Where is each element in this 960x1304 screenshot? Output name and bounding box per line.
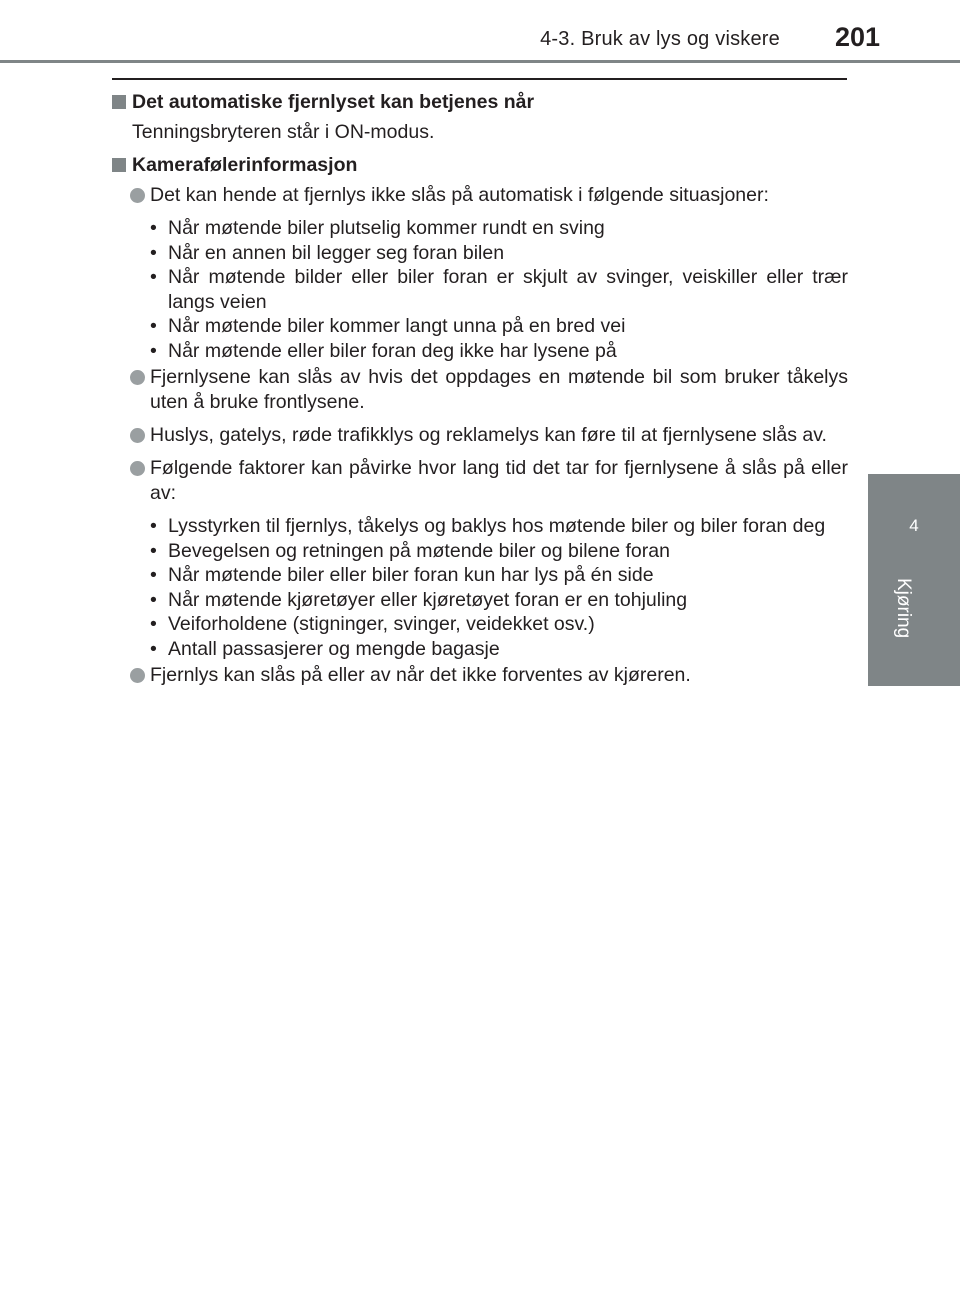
- sub-item-text: Veiforholdene (stigninger, svinger, veidekket osv.): [168, 613, 595, 635]
- sub-item-marker: •: [150, 315, 157, 337]
- list-item: [112, 456, 848, 506]
- sub-list: [112, 216, 848, 363]
- sub-list-item: [112, 563, 848, 588]
- sub-list-item: [112, 539, 848, 564]
- square-bullet-icon: [112, 158, 126, 172]
- chapter-label: Kjøring: [893, 578, 914, 639]
- chapter-number: 4: [909, 516, 919, 535]
- sub-item-text: Når en annen bil legger seg foran bilen: [168, 241, 505, 264]
- list-item-text: Fjernlysene kan slås av hvis det oppdages en møtende bil som bruker tåkelys uten å bruke frontlysene.: [150, 366, 848, 413]
- sub-item-marker: •: [150, 564, 157, 586]
- section-heading-text: Kamerafølerinformasjon: [132, 154, 358, 176]
- list-item-text: Følgende faktorer kan påvirke hvor lang tid det tar for fjernlysene å slås på eller av:: [150, 457, 848, 504]
- section-heading: [112, 153, 848, 178]
- square-bullet-icon: [112, 95, 126, 109]
- sub-item-text: Når møtende eller biler foran deg ikke har lysene på: [168, 339, 617, 362]
- sub-list-item: [112, 514, 848, 539]
- list-item: [112, 663, 848, 688]
- section-heading: [112, 90, 848, 115]
- sub-list-item: [112, 216, 848, 241]
- sub-item-marker: •: [150, 515, 157, 537]
- sub-item-text: Lysstyrken til fjernlys, tåkelys og baklys hos møtende biler og biler foran deg: [168, 515, 826, 537]
- sub-list-item: [112, 265, 848, 314]
- sub-list-item: [112, 241, 848, 266]
- header-divider: [112, 78, 847, 80]
- sub-item-text: Når møtende biler eller biler foran kun har lys på én side: [168, 564, 654, 586]
- sub-list-item: [112, 339, 848, 364]
- list-item: [112, 183, 848, 208]
- sub-item-marker: •: [150, 266, 157, 288]
- sub-item-text: Når møtende kjøretøyer eller kjøretøyet foran er en tohjuling: [168, 588, 688, 611]
- sub-item-text: Bevegelsen og retningen på møtende biler og bilene foran: [168, 539, 670, 562]
- sub-item-marker: •: [150, 588, 157, 611]
- section-heading-text: Det automatiske fjernlyset kan betjenes når: [132, 91, 535, 113]
- sub-item-marker: •: [150, 241, 157, 264]
- section-body-text: Tenningsbryteren står i ON-modus.: [132, 121, 435, 143]
- sub-item-marker: •: [150, 339, 157, 362]
- sub-item-marker: •: [150, 217, 157, 239]
- sub-item-text: Antall passasjerer og mengde bagasje: [168, 637, 500, 660]
- sub-list-item: [112, 588, 848, 613]
- sub-item-text: Når møtende biler kommer langt unna på en bred vei: [168, 315, 626, 337]
- list-item: [112, 365, 848, 415]
- circle-bullet-icon: [130, 370, 145, 385]
- list-item-text: Fjernlys kan slås på eller av når det ikke forventes av kjøreren.: [150, 664, 691, 686]
- section-camera-sensor: [112, 153, 848, 688]
- header-rule: [0, 60, 960, 63]
- circle-bullet-icon: [130, 428, 145, 443]
- sub-item-text: Når møtende biler plutselig kommer rundt en sving: [168, 217, 605, 239]
- sub-list-item: [112, 612, 848, 637]
- section-auto-high-beam: [112, 90, 848, 145]
- list-item: [112, 423, 848, 448]
- main-content: [112, 90, 848, 688]
- list-item-text: Huslys, gatelys, røde trafikklys og reklamelys kan føre til at fjernlysene slås av.: [150, 424, 827, 446]
- sub-item-marker: •: [150, 539, 157, 562]
- circle-bullet-icon: [130, 188, 145, 203]
- sub-list-item: [112, 314, 848, 339]
- page-number: 201: [834, 22, 880, 52]
- header-section-title: 4-3. Bruk av lys og viskere: [540, 28, 780, 50]
- sub-list: [112, 514, 848, 661]
- circle-bullet-icon: [130, 461, 145, 476]
- sub-item-marker: •: [150, 613, 157, 635]
- list-item-text: Det kan hende at fjernlys ikke slås på automatisk i følgende situasjoner:: [150, 184, 769, 206]
- sub-item-marker: •: [150, 637, 157, 660]
- sub-list-item: [112, 637, 848, 662]
- sub-item-text: Når møtende bilder eller biler foran er skjult av svinger, veiskiller eller trær langs veien: [168, 266, 848, 313]
- circle-bullet-icon: [130, 668, 145, 683]
- chapter-side-tab: [868, 474, 960, 686]
